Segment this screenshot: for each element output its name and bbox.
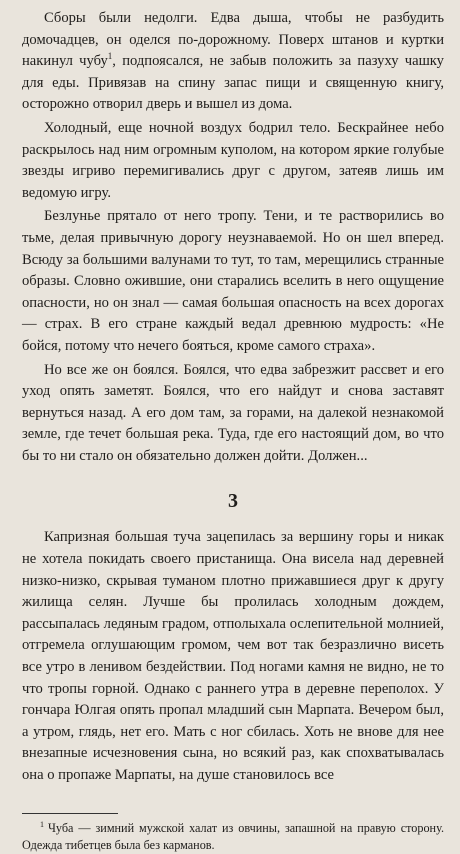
footnote-divider [22,813,118,814]
paragraph-5: Капризная большая туча зацепилась за вершину горы и никак не хотела покидать своего пристанища. Она висела над деревней низко-низко, скрывая туманом плотно прижавшиеся друг к другу жилища селян. Лучше бы пролилась холодным дождем, рассыпалась ледяным градом, отполыхала ослепительной молнией, отгремела оглушающим громом, чем вот так безразлично висеть все утро в ленивом бездействии. Под ногами камня не видно, не то что тропы горной. Однако с раннего утра в деревне переполох. У гончара Юлгая опять пропал младший сын Марпата. Вечером был, а утром, глядь, нет его. Мать с ног сбилась. Хоть не внове для нее внезапные исчезновения сына, но всякий раз, как спохватывалась она о пропаже Марпаты, на душе становилось все [22,529,444,783]
paragraph-3: Безлунье прятало от него тропу. Тени, и те растворились во тьме, делая привычную дорогу неузнаваемой. Но он шел вперед. Всюду за большими валунами то тут, то там, мерещились странные образы. Словно ожившие, они старались вселить в него ощущение опасности, но он знал — самая большая опасность на всех дорогах — страх. В его стране каждый ведал древнюю мудрость: «Не бойся, потому что нечего бояться, кроме самого страха». [22,208,444,354]
footnote-reference: 1 [107,51,113,62]
paragraph-1-text-after: , подпоясался, не забыв положить за пазуху чашку для еды. Привязав на спину запас пищи и священную книгу, осторожно отворил дверь и вышел из дома. [22,53,444,113]
paragraph-2: Холодный, еще ночной воздух бодрил тело. Бескрайнее небо раскрылось над ним огромным куполом, на котором яркие голубые звезды игриво перемигивались друг с другом, затеяв лишь им ведомую игру. [22,119,444,201]
footnote-mark: 1 [40,819,44,829]
chapter-number: 3 [228,490,238,513]
paragraph-1 [22,8,444,116]
paragraph-4: Но все же он боялся. Боялся, что едва забрезжит рассвет и его уход опять заметят. Боялся, что его найдут и снова заставят вернуться назад. А его дом там, за горами, на далекой незнакомой земле, где течет большая река. Туда, где его настоящий дом, во что бы то ни стало он обязательно должен дойти. Должен... [22,361,444,464]
paragraph-1-text-before: Сборы были недолги. Едва дыша, чтобы не разбудить домочадцев, он оделся по-дорожному. Поверх штанов и куртки накинул чубу [22,10,444,70]
footnote-text: Чуба — зимний мужской халат из овчины, запашной на правую сторону. Одежда тибетцев была без карманов. [22,820,444,852]
footnote [22,820,444,854]
